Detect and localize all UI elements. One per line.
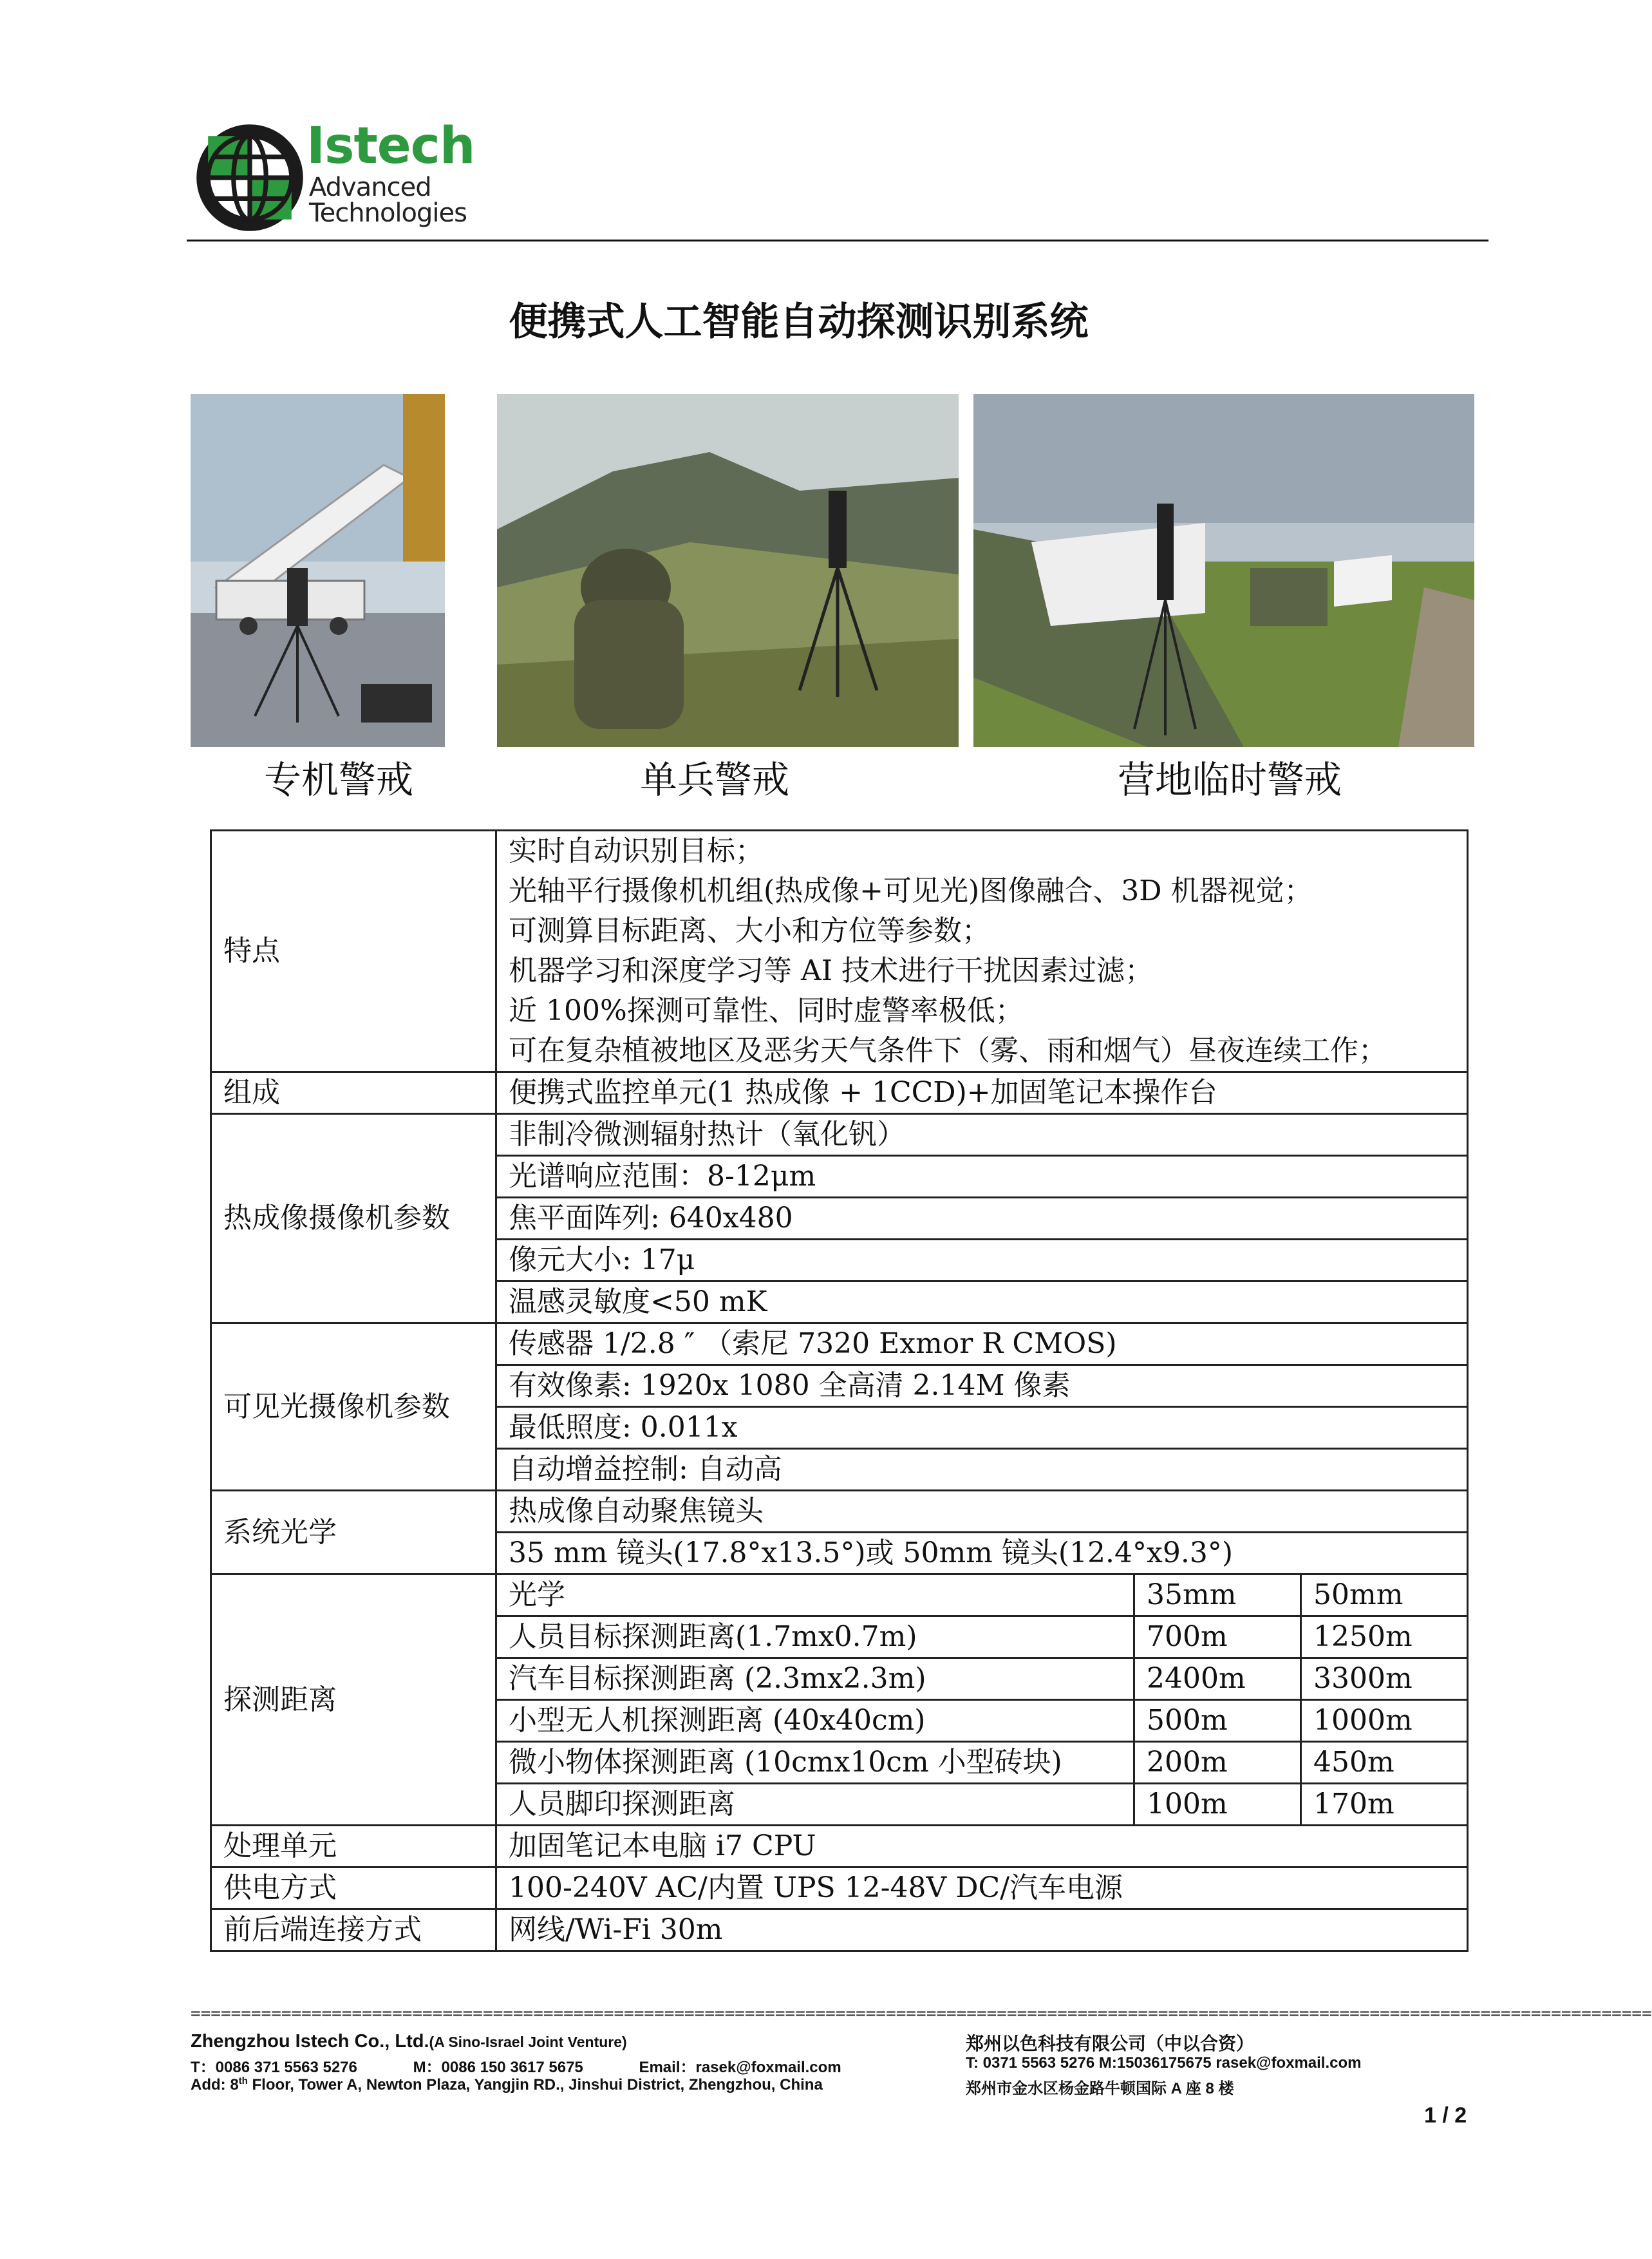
thermal-spec: 像元大小: 17μ — [496, 1240, 1468, 1281]
row-label-thermal: 热成像摄像机参数 — [211, 1114, 496, 1323]
connection-value: 网线/Wi-Fi 30m — [496, 1909, 1468, 1951]
spec-table — [210, 829, 1469, 1952]
range-35mm: 2400m — [1134, 1658, 1301, 1700]
addr-sup: th — [238, 2075, 248, 2086]
row-label-features: 特点 — [211, 831, 496, 1072]
photo-caption-3: 营地临时警戒 — [1117, 758, 1342, 802]
photo-airport-stairs — [191, 394, 445, 747]
range-item: 汽车目标探测距离 (2.3mx2.3m) — [496, 1658, 1134, 1700]
table-row — [211, 1491, 1468, 1533]
range-50mm: 450m — [1301, 1742, 1468, 1784]
row-label-optics: 系统光学 — [211, 1491, 496, 1574]
feature-line: 实时自动识别目标； — [509, 835, 764, 867]
company-name-en: Zhengzhou Istech Co., Ltd. — [191, 2031, 429, 2052]
brand-subtitle-2: Technologies — [309, 198, 467, 228]
footer-contact-cn: T: 0371 5563 5276 M:15036175675 rasek@foxmail.com — [966, 2054, 1362, 2072]
range-35mm: 35mm — [1134, 1574, 1301, 1616]
table-row — [211, 1072, 1468, 1114]
footer-company-cn: 郑州以色科技有限公司（中以合资） — [966, 2034, 1255, 2054]
row-label-visible: 可见光摄像机参数 — [211, 1323, 496, 1491]
range-35mm: 200m — [1134, 1742, 1301, 1784]
feature-line: 可在复杂植被地区及恶劣天气条件下（雾、雨和烟气）昼夜连续工作； — [509, 1034, 1387, 1067]
table-row — [211, 1323, 1468, 1365]
row-label-processing: 处理单元 — [211, 1826, 496, 1867]
optics-spec: 热成像自动聚焦镜头 — [496, 1491, 1468, 1533]
feature-line: 光轴平行摄像机机组(热成像+可见光)图像融合、3D 机器视觉； — [509, 874, 1313, 907]
header-divider — [187, 240, 1488, 241]
row-label-composition: 组成 — [211, 1072, 496, 1114]
page-number: 1 / 2 — [1424, 2103, 1467, 2128]
footer-email: Email：rasek@foxmail.com — [639, 2059, 841, 2076]
visible-spec: 传感器 1/2.8 ″ （索尼 7320 Exmor R CMOS) — [496, 1323, 1468, 1365]
footer-address-en — [191, 2075, 823, 2094]
processing-value: 加固笔记本电脑 i7 CPU — [496, 1826, 1468, 1867]
brand-name: Istech — [306, 117, 475, 175]
photo-camp-tents — [973, 394, 1474, 747]
table-row — [211, 1909, 1468, 1951]
footer-address-cn: 郑州市金水区杨金路牛顿国际 A 座 8 楼 — [966, 2080, 1234, 2097]
photo-caption-1: 专机警戒 — [263, 758, 413, 802]
photo-soldier-hill — [497, 394, 959, 747]
range-item: 人员脚印探测距离 — [496, 1784, 1134, 1826]
range-50mm: 1000m — [1301, 1700, 1468, 1742]
visible-spec: 最低照度: 0.011x — [496, 1407, 1468, 1449]
features-cell — [496, 831, 1468, 1072]
feature-line: 可测算目标距离、大小和方位等参数； — [509, 914, 990, 947]
range-item: 光学 — [496, 1574, 1134, 1616]
visible-spec: 自动增益控制: 自动高 — [496, 1449, 1468, 1491]
document-title: 便携式人工智能自动探测识别系统 — [509, 299, 1089, 345]
visible-spec: 有效像素: 1920x 1080 全高清 2.14M 像素 — [496, 1365, 1468, 1407]
table-row — [211, 831, 1468, 1072]
footer-divider: ================================================================================================================================================= — [191, 2004, 1652, 2023]
table-row — [211, 1574, 1468, 1616]
table-row — [211, 1114, 1468, 1156]
brand-subtitle-1: Advanced — [309, 173, 431, 202]
footer-mobile: M：0086 150 3617 5675 — [413, 2059, 583, 2076]
table-row — [211, 1826, 1468, 1867]
addr-rest: Floor, Tower A, Newton Plaza, Yangjin RD., Jinshui District, Zhengzhou, China — [247, 2076, 823, 2094]
thermal-spec: 非制冷微测辐射热计（氧化钒） — [496, 1114, 1468, 1156]
power-value: 100-240V AC/内置 UPS 12-48V DC/汽车电源 — [496, 1867, 1468, 1909]
footer-contact-en — [191, 2054, 841, 2077]
row-label-range: 探测距离 — [211, 1574, 496, 1826]
range-35mm: 100m — [1134, 1784, 1301, 1826]
range-50mm: 170m — [1301, 1784, 1468, 1826]
range-35mm: 700m — [1134, 1616, 1301, 1658]
range-35mm: 500m — [1134, 1700, 1301, 1742]
thermal-spec: 温感灵敏度<50 mK — [496, 1281, 1468, 1323]
row-label-power: 供电方式 — [211, 1867, 496, 1909]
company-note: (A Sino-Israel Joint Venture) — [429, 2034, 627, 2050]
thermal-spec: 光谱响应范围：8-12μm — [496, 1156, 1468, 1198]
feature-line: 机器学习和深度学习等 AI 技术进行干扰因素过滤； — [509, 954, 1154, 987]
globe-icon — [192, 120, 308, 236]
range-item: 微小物体探测距离 (10cmx10cm 小型砖块) — [496, 1742, 1134, 1784]
thermal-spec: 焦平面阵列: 640x480 — [496, 1198, 1468, 1240]
feature-line: 近 100%探测可靠性、同时虚警率极低； — [509, 994, 1024, 1027]
range-50mm: 50mm — [1301, 1574, 1468, 1616]
photo-caption-2: 单兵警戒 — [639, 758, 789, 802]
addr-prefix: Add: 8 — [191, 2076, 239, 2094]
table-row — [211, 1867, 1468, 1909]
composition-value: 便携式监控单元(1 热成像 + 1CCD)+加固笔记本操作台 — [496, 1072, 1468, 1114]
footer-company-en — [191, 2031, 627, 2052]
company-logo — [192, 113, 475, 236]
range-50mm: 3300m — [1301, 1658, 1468, 1700]
range-item: 小型无人机探测距离 (40x40cm) — [496, 1700, 1134, 1742]
footer-tel: T：0086 371 5563 5276 — [191, 2059, 357, 2076]
range-item: 人员目标探测距离(1.7mx0.7m) — [496, 1616, 1134, 1658]
row-label-connection: 前后端连接方式 — [211, 1909, 496, 1951]
optics-spec: 35 mm 镜头(17.8°x13.5°)或 50mm 镜头(12.4°x9.3°) — [496, 1533, 1468, 1574]
range-50mm: 1250m — [1301, 1616, 1468, 1658]
